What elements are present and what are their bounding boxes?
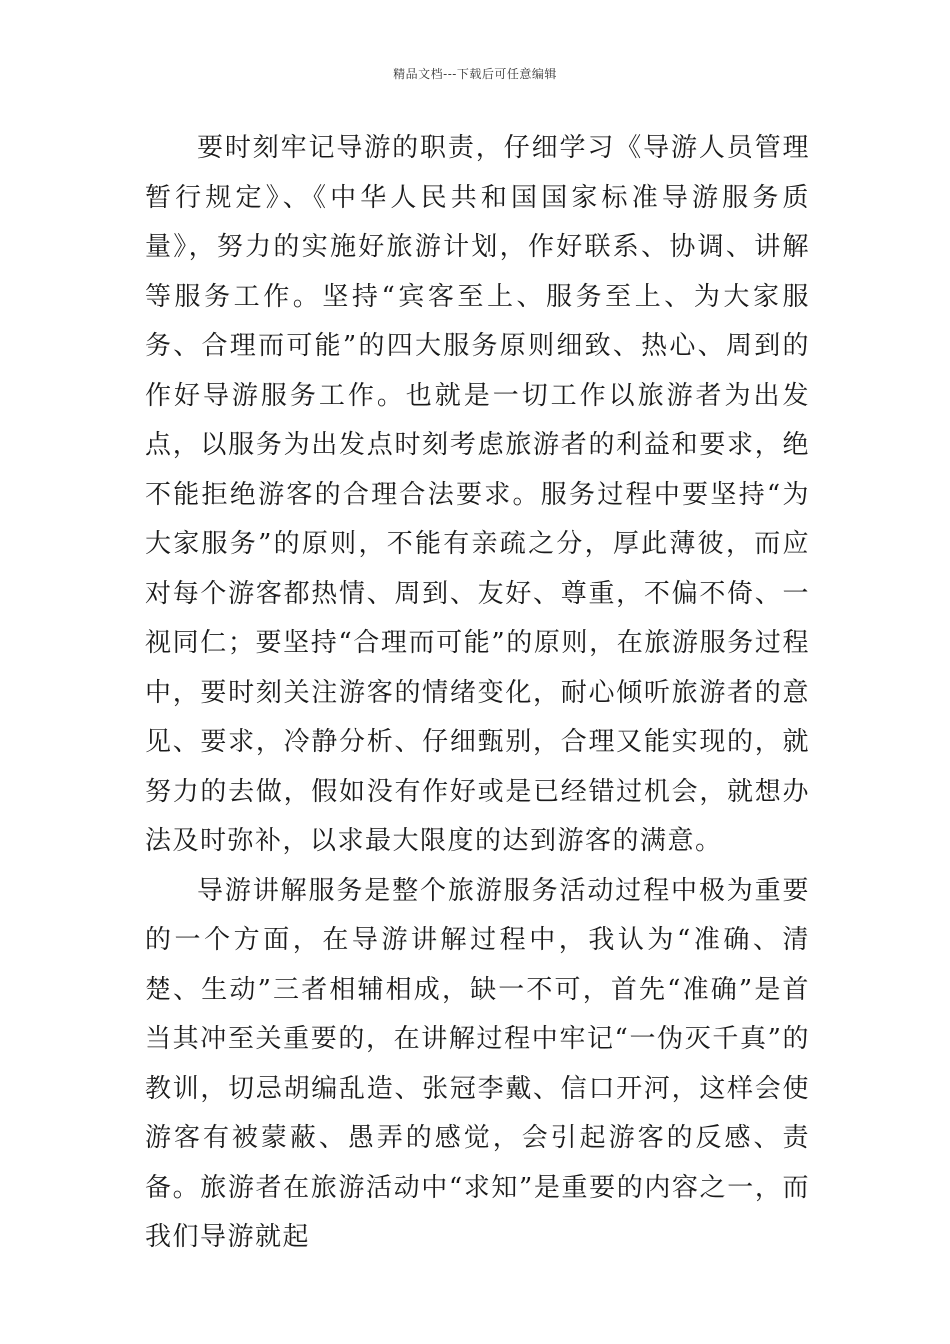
paragraph-2: 导游讲解服务是整个旅游服务活动过程中极为重要的一个方面，在导游讲解过程中，我认为“准确、清楚、生动”三者相辅相成，缺一不可，首先“准确”是首当其冲至关重要的，在讲解过程中牢记“一伪灭千真”的教训，切忌胡编乱造、张冠李戴、信口开河，这样会使游客有被蒙蔽、愚弄的感觉，会引起游客的反感、责备。旅游者在旅游活动中“求知”是重要的内容之一，而我们导游就起 [145,875,810,1252]
page-header: 精品文档---下载后可任意编辑 [393,67,557,81]
paragraph-1: 要时刻牢记导游的职责，仔细学习《导游人员管理暂行规定》、《中华人民共和国国家标准导游服务质量》，努力的实施好旅游计划，作好联系、协调、讲解等服务工作。坚持“宾客至上、服务至上、为大家服务、合理而可能”的四大服务原则细致、热心、周到的作好导游服务工作。也就是一切工作以旅游者为出发点，以服务为出发点时刻考虑旅游者的利益和要求，绝不能拒绝游客的合理合法要求。服务过程中要坚持“为大家服务”的原则，不能有亲疏之分，厚此薄彼，而应对每个游客都热情、周到、友好、尊重，不偏不倚、一视同仁；要坚持“合理而可能”的原则，在旅游服务过程中，要时刻关注游客的情绪变化，耐心倾听旅游者的意见、要求，冷静分析、仔细甄别，合理又能实现的，就努力的去做，假如没有作好或是已经错过机会，就想办法及时弥补，以求最大限度的达到游客的满意。 [145,133,810,856]
document-body [145,124,810,1263]
